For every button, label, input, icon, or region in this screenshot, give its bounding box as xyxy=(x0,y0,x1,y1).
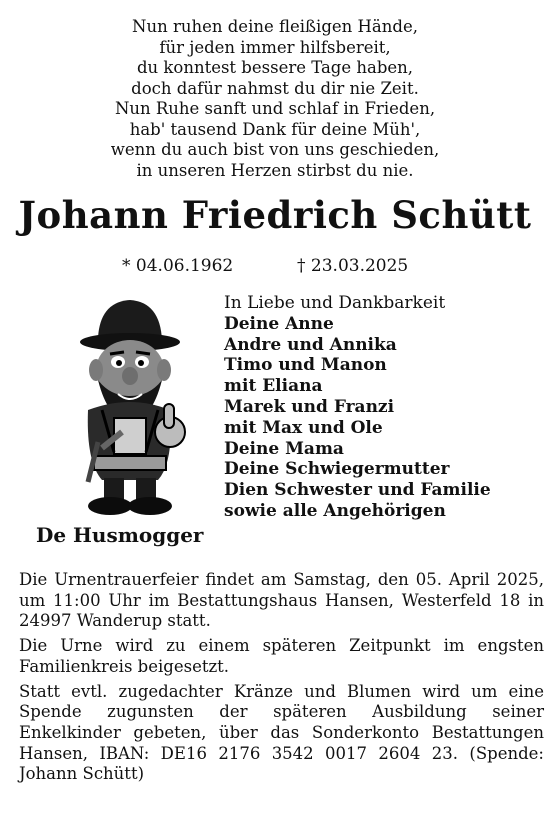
mourner-name: mit Max und Ole xyxy=(224,417,383,438)
urn-paragraph: Die Urne wird zu einem späteren Zeitpunkt im engsten Familienkreis beigesetzt. xyxy=(19,636,544,676)
mourner-name: Marek und Franzi xyxy=(224,396,395,417)
mourner-name: Deine Anne xyxy=(224,313,334,334)
mourner-name: Deine Mama xyxy=(224,438,344,459)
mourner-name: Timo und Manon xyxy=(224,355,387,376)
poem-line: für jeden immer hilfsbereit, xyxy=(159,37,391,57)
memorial-poem xyxy=(0,17,550,181)
poem-line: doch dafür nahmst du dir nie Zeit. xyxy=(131,78,419,98)
mourner-name: Dien Schwester und Familie xyxy=(224,480,491,501)
donation-paragraph: Statt evtl. zugedachter Kränze und Blumen wird um eine Spende zugunsten der späteren Ausbildung seiner Enkelkinder gebeten, über das Sonderkonto Bestattungen Hansen, IBAN: DE16 2176 3542 0017 2604 23. (Spende: Johann Schütt) xyxy=(19,681,544,784)
handyman-thumbs-up-icon xyxy=(58,292,198,524)
mourner-name: sowie alle Angehörigen xyxy=(224,500,446,521)
figure-caption: De Husmogger xyxy=(36,523,204,547)
mourner-name: mit Eliana xyxy=(224,376,323,397)
birth-date: * 04.06.1962 xyxy=(122,256,234,276)
notice-body xyxy=(19,570,544,789)
mourners-list xyxy=(224,293,491,522)
poem-line: hab' tausend Dank für deine Müh', xyxy=(129,119,421,139)
mourner-name: Deine Schwiegermutter xyxy=(224,459,450,480)
poem-line: Nun ruhen deine fleißigen Hände, xyxy=(132,17,418,36)
poem-line: Nun Ruhe sanft und schlaf in Frieden, xyxy=(114,99,436,118)
death-date: † 23.03.2025 xyxy=(297,256,409,276)
mourner-name: Andre und Annika xyxy=(224,334,397,355)
poem-line: in unseren Herzen stirbst du nie. xyxy=(136,160,414,180)
mourners-intro: In Liebe und Dankbarkeit xyxy=(224,293,446,313)
ceremony-paragraph: Die Urnentrauerfeier findet am Samstag, den 05. April 2025, um 11:00 Uhr im Bestattungshaus Hansen, Westerfeld 18 in 24997 Wanderup statt. xyxy=(19,570,544,631)
poem-line: du konntest bessere Tage haben, xyxy=(136,58,414,77)
poem-line: wenn du auch bist von uns geschieden, xyxy=(110,140,440,159)
deceased-name: Johann Friedrich Schütt xyxy=(18,193,532,237)
